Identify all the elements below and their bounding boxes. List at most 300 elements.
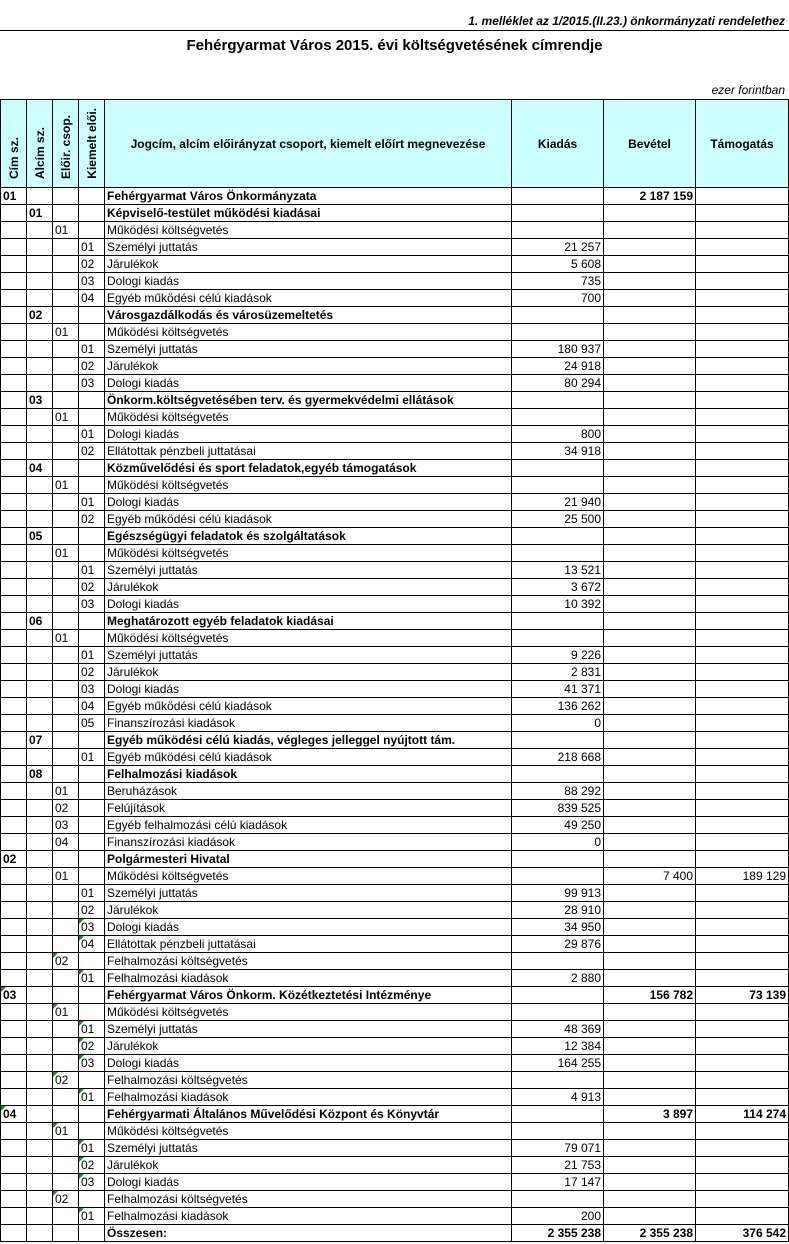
tamogatas-cell[interactable] <box>696 1208 789 1225</box>
eloir-cell[interactable] <box>53 1208 79 1225</box>
kiemelt-cell[interactable]: 01 <box>79 647 105 664</box>
eloir-cell[interactable] <box>53 188 79 205</box>
kiemelt-cell[interactable]: 01 <box>79 341 105 358</box>
kiemelt-cell[interactable] <box>79 1191 105 1208</box>
name-cell[interactable]: Egyéb működési célú kiadások <box>105 511 512 528</box>
kiadas-cell[interactable]: 34 918 <box>512 443 604 460</box>
alcim-cell[interactable] <box>27 494 53 511</box>
kiemelt-cell[interactable] <box>79 1004 105 1021</box>
kiemelt-cell[interactable]: 02 <box>79 1038 105 1055</box>
name-cell[interactable]: Működési költségvetés <box>105 1004 512 1021</box>
kiemelt-cell[interactable]: 03 <box>79 273 105 290</box>
tamogatas-cell[interactable] <box>696 409 789 426</box>
eloir-cell[interactable] <box>53 987 79 1004</box>
alcim-cell[interactable] <box>27 1038 53 1055</box>
cim-cell[interactable] <box>1 239 27 256</box>
eloir-cell[interactable] <box>53 443 79 460</box>
name-cell[interactable]: Személyi juttatás <box>105 239 512 256</box>
name-cell[interactable]: Felhalmozási kiadások <box>105 766 512 783</box>
alcim-cell[interactable] <box>27 1225 53 1242</box>
name-cell[interactable]: Egyéb működési célú kiadások <box>105 698 512 715</box>
alcim-cell[interactable]: 01 <box>27 205 53 222</box>
kiadas-cell[interactable]: 21 257 <box>512 239 604 256</box>
kiemelt-cell[interactable] <box>79 477 105 494</box>
bevetel-cell[interactable] <box>604 375 696 392</box>
name-cell[interactable]: Járulékok <box>105 664 512 681</box>
alcim-cell[interactable] <box>27 749 53 766</box>
eloir-cell[interactable] <box>53 1038 79 1055</box>
tamogatas-cell[interactable] <box>696 715 789 732</box>
name-cell[interactable]: Ellátottak pénzbeli juttatásai <box>105 936 512 953</box>
name-cell[interactable]: Polgármesteri Hivatal <box>105 851 512 868</box>
name-cell[interactable]: Összesen: <box>105 1225 512 1242</box>
kiadas-cell[interactable]: 4 913 <box>512 1089 604 1106</box>
cim-cell[interactable] <box>1 1123 27 1140</box>
name-cell[interactable]: Felhalmozási kiadások <box>105 1089 512 1106</box>
name-cell[interactable]: Dologi kiadás <box>105 494 512 511</box>
kiemelt-cell[interactable] <box>79 732 105 749</box>
tamogatas-cell[interactable] <box>696 392 789 409</box>
name-cell[interactable]: Egyéb működési célú kiadások <box>105 290 512 307</box>
name-cell[interactable]: Járulékok <box>105 579 512 596</box>
col-header-bevetel[interactable]: Bevétel <box>604 100 696 188</box>
name-cell[interactable]: Működési költségvetés <box>105 477 512 494</box>
alcim-cell[interactable] <box>27 256 53 273</box>
name-cell[interactable]: Fehérgyarmati Általános Művelődési Központ és Könyvtár <box>105 1106 512 1123</box>
eloir-cell[interactable] <box>53 681 79 698</box>
cim-cell[interactable] <box>1 834 27 851</box>
kiadas-cell[interactable] <box>512 732 604 749</box>
cim-cell[interactable]: 02 <box>1 851 27 868</box>
eloir-cell[interactable] <box>53 1157 79 1174</box>
kiadas-cell[interactable]: 5 608 <box>512 256 604 273</box>
kiemelt-cell[interactable]: 02 <box>79 443 105 460</box>
cim-cell[interactable] <box>1 953 27 970</box>
kiadas-cell[interactable] <box>512 477 604 494</box>
bevetel-cell[interactable] <box>604 851 696 868</box>
bevetel-cell[interactable] <box>604 222 696 239</box>
tamogatas-cell[interactable] <box>696 188 789 205</box>
kiadas-cell[interactable]: 41 371 <box>512 681 604 698</box>
kiemelt-cell[interactable] <box>79 528 105 545</box>
cim-cell[interactable] <box>1 579 27 596</box>
name-cell[interactable]: Működési költségvetés <box>105 409 512 426</box>
kiadas-cell[interactable]: 218 668 <box>512 749 604 766</box>
bevetel-cell[interactable] <box>604 953 696 970</box>
kiadas-cell[interactable]: 24 918 <box>512 358 604 375</box>
name-cell[interactable]: Beruházások <box>105 783 512 800</box>
alcim-cell[interactable]: 07 <box>27 732 53 749</box>
tamogatas-cell[interactable] <box>696 1055 789 1072</box>
tamogatas-cell[interactable] <box>696 936 789 953</box>
kiemelt-cell[interactable]: 01 <box>79 749 105 766</box>
tamogatas-cell[interactable] <box>696 664 789 681</box>
kiemelt-cell[interactable]: 01 <box>79 1208 105 1225</box>
bevetel-cell[interactable] <box>604 205 696 222</box>
eloir-cell[interactable]: 03 <box>53 817 79 834</box>
bevetel-cell[interactable] <box>604 239 696 256</box>
bevetel-cell[interactable] <box>604 273 696 290</box>
tamogatas-cell[interactable] <box>696 919 789 936</box>
alcim-cell[interactable]: 02 <box>27 307 53 324</box>
alcim-cell[interactable] <box>27 426 53 443</box>
eloir-cell[interactable] <box>53 1106 79 1123</box>
kiadas-cell[interactable] <box>512 868 604 885</box>
name-cell[interactable]: Képviselő-testület működési kiadásai <box>105 205 512 222</box>
alcim-cell[interactable] <box>27 1004 53 1021</box>
name-cell[interactable]: Ellátottak pénzbeli juttatásai <box>105 443 512 460</box>
kiemelt-cell[interactable] <box>79 1106 105 1123</box>
kiemelt-cell[interactable]: 01 <box>79 494 105 511</box>
cim-cell[interactable] <box>1 256 27 273</box>
col-header-kiadas[interactable]: Kiadás <box>512 100 604 188</box>
bevetel-cell[interactable] <box>604 1208 696 1225</box>
tamogatas-cell[interactable] <box>696 1191 789 1208</box>
bevetel-cell[interactable] <box>604 460 696 477</box>
cim-cell[interactable] <box>1 1038 27 1055</box>
tamogatas-cell[interactable] <box>696 783 789 800</box>
kiadas-cell[interactable] <box>512 1123 604 1140</box>
bevetel-cell[interactable] <box>604 1089 696 1106</box>
name-cell[interactable]: Egyéb felhalmozási célú kiadások <box>105 817 512 834</box>
kiemelt-cell[interactable] <box>79 222 105 239</box>
kiadas-cell[interactable] <box>512 307 604 324</box>
tamogatas-cell[interactable] <box>696 698 789 715</box>
bevetel-cell[interactable] <box>604 1157 696 1174</box>
name-cell[interactable]: Személyi juttatás <box>105 341 512 358</box>
alcim-cell[interactable]: 08 <box>27 766 53 783</box>
bevetel-cell[interactable] <box>604 936 696 953</box>
cim-cell[interactable] <box>1 1140 27 1157</box>
alcim-cell[interactable] <box>27 1123 53 1140</box>
alcim-cell[interactable]: 06 <box>27 613 53 630</box>
bevetel-cell[interactable] <box>604 528 696 545</box>
tamogatas-cell[interactable] <box>696 1089 789 1106</box>
kiadas-cell[interactable]: 48 369 <box>512 1021 604 1038</box>
kiadas-cell[interactable]: 200 <box>512 1208 604 1225</box>
kiemelt-cell[interactable] <box>79 392 105 409</box>
kiadas-cell[interactable] <box>512 953 604 970</box>
eloir-cell[interactable] <box>53 698 79 715</box>
kiemelt-cell[interactable] <box>79 188 105 205</box>
tamogatas-cell[interactable] <box>696 1004 789 1021</box>
name-cell[interactable]: Fehérgyarmat Város Önkorm. Közétkeztetési Intézménye <box>105 987 512 1004</box>
name-cell[interactable]: Felhalmozási költségvetés <box>105 1072 512 1089</box>
tamogatas-cell[interactable] <box>696 358 789 375</box>
bevetel-cell[interactable] <box>604 698 696 715</box>
kiadas-cell[interactable]: 88 292 <box>512 783 604 800</box>
eloir-cell[interactable] <box>53 426 79 443</box>
eloir-cell[interactable]: 02 <box>53 953 79 970</box>
bevetel-cell[interactable] <box>604 443 696 460</box>
eloir-cell[interactable]: 01 <box>53 409 79 426</box>
eloir-cell[interactable]: 01 <box>53 630 79 647</box>
alcim-cell[interactable] <box>27 715 53 732</box>
kiemelt-cell[interactable]: 02 <box>79 1157 105 1174</box>
tamogatas-cell[interactable] <box>696 341 789 358</box>
eloir-cell[interactable] <box>53 528 79 545</box>
eloir-cell[interactable] <box>53 970 79 987</box>
bevetel-cell[interactable] <box>604 290 696 307</box>
cim-cell[interactable] <box>1 222 27 239</box>
kiadas-cell[interactable]: 800 <box>512 426 604 443</box>
eloir-cell[interactable] <box>53 562 79 579</box>
kiadas-cell[interactable]: 34 950 <box>512 919 604 936</box>
alcim-cell[interactable] <box>27 834 53 851</box>
cim-cell[interactable] <box>1 783 27 800</box>
name-cell[interactable]: Önkorm.költségvetésében terv. és gyermekvédelmi ellátások <box>105 392 512 409</box>
eloir-cell[interactable] <box>53 613 79 630</box>
tamogatas-cell[interactable] <box>696 1072 789 1089</box>
eloir-cell[interactable] <box>53 273 79 290</box>
kiadas-cell[interactable]: 180 937 <box>512 341 604 358</box>
alcim-cell[interactable] <box>27 222 53 239</box>
tamogatas-cell[interactable] <box>696 460 789 477</box>
kiemelt-cell[interactable]: 03 <box>79 596 105 613</box>
alcim-cell[interactable] <box>27 290 53 307</box>
tamogatas-cell[interactable] <box>696 613 789 630</box>
kiadas-cell[interactable] <box>512 1191 604 1208</box>
kiemelt-cell[interactable] <box>79 630 105 647</box>
bevetel-cell[interactable] <box>604 392 696 409</box>
tamogatas-cell[interactable]: 189 129 <box>696 868 789 885</box>
bevetel-cell[interactable] <box>604 800 696 817</box>
kiadas-cell[interactable] <box>512 222 604 239</box>
kiadas-cell[interactable]: 735 <box>512 273 604 290</box>
name-cell[interactable]: Működési költségvetés <box>105 630 512 647</box>
bevetel-cell[interactable] <box>604 1004 696 1021</box>
kiemelt-cell[interactable]: 03 <box>79 681 105 698</box>
alcim-cell[interactable] <box>27 188 53 205</box>
cim-cell[interactable] <box>1 307 27 324</box>
kiemelt-cell[interactable]: 02 <box>79 256 105 273</box>
bevetel-cell[interactable] <box>604 477 696 494</box>
bevetel-cell[interactable] <box>604 307 696 324</box>
cim-cell[interactable] <box>1 970 27 987</box>
bevetel-cell[interactable] <box>604 766 696 783</box>
cim-cell[interactable] <box>1 630 27 647</box>
cim-cell[interactable] <box>1 1055 27 1072</box>
alcim-cell[interactable] <box>27 936 53 953</box>
bevetel-cell[interactable] <box>604 579 696 596</box>
kiadas-cell[interactable] <box>512 1004 604 1021</box>
eloir-cell[interactable] <box>53 494 79 511</box>
tamogatas-cell[interactable] <box>696 647 789 664</box>
name-cell[interactable]: Felújítások <box>105 800 512 817</box>
eloir-cell[interactable] <box>53 256 79 273</box>
cim-cell[interactable] <box>1 817 27 834</box>
alcim-cell[interactable] <box>27 902 53 919</box>
alcim-cell[interactable] <box>27 1174 53 1191</box>
bevetel-cell[interactable] <box>604 409 696 426</box>
kiemelt-cell[interactable]: 03 <box>79 1174 105 1191</box>
bevetel-cell[interactable] <box>604 613 696 630</box>
tamogatas-cell[interactable]: 73 139 <box>696 987 789 1004</box>
name-cell[interactable]: Városgazdálkodás és városüzemeltetés <box>105 307 512 324</box>
tamogatas-cell[interactable] <box>696 885 789 902</box>
bevetel-cell[interactable] <box>604 630 696 647</box>
kiemelt-cell[interactable]: 04 <box>79 290 105 307</box>
eloir-cell[interactable] <box>53 392 79 409</box>
cim-cell[interactable] <box>1 409 27 426</box>
col-header-cim[interactable]: Cím sz. <box>1 100 27 188</box>
kiadas-cell[interactable]: 164 255 <box>512 1055 604 1072</box>
bevetel-cell[interactable] <box>604 885 696 902</box>
kiemelt-cell[interactable]: 04 <box>79 936 105 953</box>
alcim-cell[interactable]: 05 <box>27 528 53 545</box>
alcim-cell[interactable] <box>27 596 53 613</box>
kiadas-cell[interactable]: 25 500 <box>512 511 604 528</box>
cim-cell[interactable] <box>1 528 27 545</box>
col-header-kiemelt[interactable]: Kiemelt elői. <box>79 100 105 188</box>
kiadas-cell[interactable]: 21 753 <box>512 1157 604 1174</box>
eloir-cell[interactable] <box>53 732 79 749</box>
bevetel-cell[interactable] <box>604 919 696 936</box>
name-cell[interactable]: Egészségügyi feladatok és szolgáltatások <box>105 528 512 545</box>
name-cell[interactable]: Személyi juttatás <box>105 885 512 902</box>
kiemelt-cell[interactable]: 04 <box>79 698 105 715</box>
kiemelt-cell[interactable]: 01 <box>79 562 105 579</box>
tamogatas-cell[interactable] <box>696 630 789 647</box>
kiemelt-cell[interactable]: 02 <box>79 579 105 596</box>
cim-cell[interactable] <box>1 341 27 358</box>
eloir-cell[interactable] <box>53 307 79 324</box>
kiadas-cell[interactable]: 13 521 <box>512 562 604 579</box>
bevetel-cell[interactable] <box>604 358 696 375</box>
cim-cell[interactable] <box>1 460 27 477</box>
tamogatas-cell[interactable] <box>696 902 789 919</box>
tamogatas-cell[interactable] <box>696 443 789 460</box>
cim-cell[interactable] <box>1 1021 27 1038</box>
kiadas-cell[interactable]: 21 940 <box>512 494 604 511</box>
cim-cell[interactable] <box>1 902 27 919</box>
bevetel-cell[interactable] <box>604 426 696 443</box>
kiemelt-cell[interactable] <box>79 1072 105 1089</box>
bevetel-cell[interactable] <box>604 749 696 766</box>
bevetel-cell[interactable] <box>604 1021 696 1038</box>
tamogatas-cell[interactable] <box>696 579 789 596</box>
alcim-cell[interactable] <box>27 630 53 647</box>
cim-cell[interactable] <box>1 885 27 902</box>
kiadas-cell[interactable]: 12 384 <box>512 1038 604 1055</box>
alcim-cell[interactable] <box>27 953 53 970</box>
alcim-cell[interactable] <box>27 1089 53 1106</box>
cim-cell[interactable] <box>1 205 27 222</box>
bevetel-cell[interactable] <box>604 1191 696 1208</box>
kiemelt-cell[interactable]: 03 <box>79 375 105 392</box>
alcim-cell[interactable] <box>27 783 53 800</box>
tamogatas-cell[interactable] <box>696 1021 789 1038</box>
kiadas-cell[interactable]: 839 525 <box>512 800 604 817</box>
tamogatas-cell[interactable] <box>696 375 789 392</box>
kiadas-cell[interactable] <box>512 188 604 205</box>
eloir-cell[interactable] <box>53 579 79 596</box>
eloir-cell[interactable] <box>53 902 79 919</box>
tamogatas-cell[interactable] <box>696 800 789 817</box>
kiemelt-cell[interactable] <box>79 800 105 817</box>
kiadas-cell[interactable]: 28 910 <box>512 902 604 919</box>
kiadas-cell[interactable] <box>512 851 604 868</box>
cim-cell[interactable] <box>1 868 27 885</box>
bevetel-cell[interactable] <box>604 562 696 579</box>
eloir-cell[interactable] <box>53 851 79 868</box>
eloir-cell[interactable]: 01 <box>53 477 79 494</box>
alcim-cell[interactable]: 03 <box>27 392 53 409</box>
cim-cell[interactable] <box>1 1004 27 1021</box>
tamogatas-cell[interactable] <box>696 851 789 868</box>
alcim-cell[interactable] <box>27 987 53 1004</box>
alcim-cell[interactable] <box>27 1157 53 1174</box>
kiemelt-cell[interactable]: 02 <box>79 511 105 528</box>
kiemelt-cell[interactable]: 01 <box>79 970 105 987</box>
cim-cell[interactable]: 03 <box>1 987 27 1004</box>
tamogatas-cell[interactable] <box>696 817 789 834</box>
kiadas-cell[interactable]: 80 294 <box>512 375 604 392</box>
tamogatas-cell[interactable] <box>696 1140 789 1157</box>
alcim-cell[interactable] <box>27 511 53 528</box>
eloir-cell[interactable] <box>53 885 79 902</box>
cim-cell[interactable] <box>1 647 27 664</box>
kiemelt-cell[interactable] <box>79 1225 105 1242</box>
name-cell[interactable]: Felhalmozási kiadások <box>105 970 512 987</box>
kiemelt-cell[interactable]: 01 <box>79 885 105 902</box>
name-cell[interactable]: Járulékok <box>105 1157 512 1174</box>
name-cell[interactable]: Működési költségvetés <box>105 1123 512 1140</box>
name-cell[interactable]: Egyéb működési célú kiadások <box>105 749 512 766</box>
cim-cell[interactable] <box>1 766 27 783</box>
tamogatas-cell[interactable] <box>696 477 789 494</box>
kiemelt-cell[interactable] <box>79 834 105 851</box>
name-cell[interactable]: Finanszírozási kiadások <box>105 715 512 732</box>
kiadas-cell[interactable]: 17 147 <box>512 1174 604 1191</box>
cim-cell[interactable] <box>1 1157 27 1174</box>
eloir-cell[interactable] <box>53 1055 79 1072</box>
eloir-cell[interactable]: 02 <box>53 1072 79 1089</box>
cim-cell[interactable]: 04 <box>1 1106 27 1123</box>
name-cell[interactable]: Dologi kiadás <box>105 1174 512 1191</box>
tamogatas-cell[interactable] <box>696 511 789 528</box>
tamogatas-cell[interactable] <box>696 307 789 324</box>
cim-cell[interactable] <box>1 613 27 630</box>
bevetel-cell[interactable] <box>604 715 696 732</box>
name-cell[interactable]: Meghatározott egyéb feladatok kiadásai <box>105 613 512 630</box>
kiadas-cell[interactable] <box>512 630 604 647</box>
cim-cell[interactable] <box>1 936 27 953</box>
cim-cell[interactable] <box>1 392 27 409</box>
tamogatas-cell[interactable] <box>696 239 789 256</box>
cim-cell[interactable] <box>1 443 27 460</box>
kiadas-cell[interactable]: 0 <box>512 834 604 851</box>
eloir-cell[interactable] <box>53 766 79 783</box>
name-cell[interactable]: Járulékok <box>105 1038 512 1055</box>
tamogatas-cell[interactable] <box>696 970 789 987</box>
cim-cell[interactable] <box>1 596 27 613</box>
kiadas-cell[interactable]: 136 262 <box>512 698 604 715</box>
alcim-cell[interactable] <box>27 919 53 936</box>
bevetel-cell[interactable] <box>604 732 696 749</box>
alcim-cell[interactable] <box>27 562 53 579</box>
eloir-cell[interactable] <box>53 239 79 256</box>
kiemelt-cell[interactable] <box>79 783 105 800</box>
eloir-cell[interactable] <box>53 936 79 953</box>
tamogatas-cell[interactable] <box>696 290 789 307</box>
bevetel-cell[interactable] <box>604 596 696 613</box>
kiemelt-cell[interactable]: 01 <box>79 239 105 256</box>
alcim-cell[interactable] <box>27 1191 53 1208</box>
kiadas-cell[interactable]: 0 <box>512 715 604 732</box>
name-cell[interactable]: Dologi kiadás <box>105 273 512 290</box>
bevetel-cell[interactable]: 2 355 238 <box>604 1225 696 1242</box>
